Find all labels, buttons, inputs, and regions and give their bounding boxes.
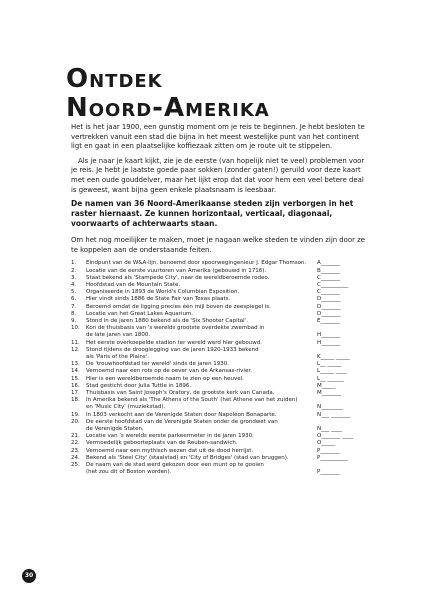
clue-number bbox=[71, 426, 86, 433]
clue-row bbox=[71, 354, 366, 361]
clue-row bbox=[71, 304, 366, 311]
clue-row bbox=[71, 462, 366, 469]
answer-blank: O_____ bbox=[317, 440, 336, 447]
clue-text: Thuisbasis van Saint Joseph's Oratory, de grootste kerk van Canada. bbox=[86, 390, 275, 396]
answer-blank: L__ ______ bbox=[317, 375, 344, 382]
answer-blank: A_______ bbox=[317, 260, 341, 267]
clue-number: 18. bbox=[71, 397, 80, 404]
answer-blank bbox=[317, 462, 366, 469]
answer-blank: D_______ bbox=[317, 296, 341, 303]
clue-text: Staat bekend als 'Stampede City', naar de wereldberoemde rodeo. bbox=[86, 274, 270, 281]
clue-number: 19. bbox=[71, 411, 80, 418]
title-line-2: Noord-Amerika bbox=[66, 93, 270, 124]
clue-row bbox=[71, 318, 366, 325]
clue-number: 10. bbox=[71, 325, 80, 332]
clue-row bbox=[71, 347, 366, 354]
answer-blank: D_______ bbox=[317, 303, 341, 310]
page-number-badge: 30 bbox=[22, 569, 36, 583]
answer-blank: L__ _____ bbox=[317, 361, 342, 368]
clue-text: Vernoemd naar een rots op de oever van de Arkansas-rivier. bbox=[86, 368, 252, 375]
clue-row bbox=[71, 282, 366, 289]
clue-row bbox=[71, 275, 366, 282]
clue-number bbox=[71, 469, 86, 476]
clue-row bbox=[71, 361, 366, 368]
clue-number: 22. bbox=[71, 440, 80, 447]
clue-text: Stond tijdens de drooglegging van de jaren 1920-1933 bekend bbox=[86, 346, 259, 353]
clue-number: 5. bbox=[71, 289, 77, 296]
clue-row bbox=[71, 260, 366, 267]
clue-text: de Verenigde Staten. bbox=[86, 426, 144, 433]
clue-row bbox=[71, 325, 366, 332]
content-column bbox=[71, 123, 366, 476]
answer-blank: M_____ bbox=[317, 382, 336, 389]
clue-number: 24. bbox=[71, 454, 80, 461]
clue-number: 14. bbox=[71, 368, 80, 375]
clue-row bbox=[71, 376, 366, 383]
clue-number: 25. bbox=[71, 462, 80, 469]
answer-blank: O_______ ____ bbox=[317, 433, 354, 440]
answer-blank: N___ ____ bbox=[317, 426, 343, 433]
clue-text: In 1803 verkocht aan de Verenigde Staten door Napoléon Bonaparte. bbox=[86, 411, 277, 418]
clue-row bbox=[71, 440, 366, 447]
clue-row bbox=[71, 455, 366, 462]
clue-text: (het zou dit of Boston worden). bbox=[86, 469, 172, 476]
clue-text: Hier vindt sinds 1886 de State Fair van Texas plaats. bbox=[86, 296, 231, 303]
clue-text: Locatie van de eerste vuurtoren van Amerika (gebouwd in 1716). bbox=[86, 267, 267, 274]
clue-number: 21. bbox=[71, 433, 80, 440]
clue-number: 17. bbox=[71, 390, 80, 396]
clue-number: 13. bbox=[71, 361, 80, 368]
clue-text: Hoofdstad van de Mountain State. bbox=[86, 281, 181, 288]
answer-blank: B_______ bbox=[317, 267, 341, 274]
clue-row bbox=[71, 268, 366, 275]
clue-row bbox=[71, 289, 366, 296]
answer-blank bbox=[317, 325, 366, 332]
intro-paragraph-2: Als je naar je kaart kijkt, zie je de eerste (van hopelijk niet te veel) problemen voor je reis. Je hebt je laatste goede paar sokken (zonder gaten!) geruild voor deze kaart met een oude gouddelver, maar het lijkt erop dat dat voor hem een veel betere deal is geweest, want bijna geen enkele plaatsnaam is leesbaar. bbox=[71, 156, 365, 194]
clue-row bbox=[71, 311, 366, 318]
clue-number: 11. bbox=[71, 339, 80, 346]
title-line-1: Ontdek bbox=[66, 64, 163, 95]
answer-blank: M_______ bbox=[317, 390, 341, 396]
clue-text: De eerste hoofdstad van de Verenigde Staten onder de grondwet van bbox=[86, 418, 278, 425]
answer-blank: L_____ ____ bbox=[317, 368, 347, 375]
clue-row bbox=[71, 340, 366, 347]
clue-text: Vermoedelijk geboorteplaats van de Reuben-sandwich. bbox=[86, 440, 238, 447]
answer-blank: P_______ bbox=[317, 469, 340, 476]
clue-number: 12. bbox=[71, 346, 80, 353]
clue-number: 8. bbox=[71, 310, 77, 317]
clue-text: De 'trouwhoofdstad ter wereld' sinds de jaren 1930. bbox=[86, 361, 230, 368]
clue-text: Hier is een wereldberoemde naam te zien op een heuvel. bbox=[86, 375, 244, 382]
clue-row bbox=[71, 469, 366, 476]
answer-blank bbox=[317, 347, 366, 354]
clue-row bbox=[71, 404, 366, 411]
clue-text: Beroemd omdat de ligging precies één mijl boven de zeespiegel is. bbox=[86, 303, 271, 310]
clue-row bbox=[71, 383, 366, 390]
clue-row bbox=[71, 412, 366, 419]
instruction-text: De namen van 36 Noord-Amerikaanse steden zijn verborgen in het raster hiernaast. Ze kunnen horizontaal, verticaal, diagonaal, voorwaarts of achterwaarts staan. bbox=[71, 199, 354, 229]
clue-text: Stad gesticht door Julia Tuttle in 1896. bbox=[86, 382, 192, 389]
clue-list bbox=[71, 260, 366, 476]
clue-number: 15. bbox=[71, 375, 80, 382]
clue-row bbox=[71, 390, 366, 397]
answer-blank: P_______ bbox=[317, 447, 340, 454]
answer-blank: N___ _______ bbox=[317, 411, 351, 418]
clue-text: als 'Paris of the Plains'. bbox=[86, 353, 150, 360]
clue-text: Vernoemd naar een mythisch wezen dat uit de dood herrijst. bbox=[86, 447, 254, 454]
answer-blank: H_______ bbox=[317, 332, 341, 339]
clue-number: 9. bbox=[71, 317, 77, 324]
clue-number: 20. bbox=[71, 418, 80, 425]
clue-number bbox=[71, 404, 86, 411]
answer-blank bbox=[317, 419, 366, 426]
answer-blank: P__________ bbox=[317, 454, 348, 461]
answer-blank: C__________ bbox=[317, 281, 349, 288]
answer-blank: D_______ bbox=[317, 310, 341, 317]
clue-row bbox=[71, 296, 366, 303]
clue-text: Eindpunt van de W&A-lijn, benoemd door spoorwegingenieur J. Edgar Thomson. bbox=[86, 260, 307, 267]
answer-blank: C_______ bbox=[317, 274, 341, 281]
clue-number: 23. bbox=[71, 447, 80, 454]
clue-number bbox=[71, 332, 86, 339]
clue-text: Locatie van 's werelds eerste parkeermeter in de jaren 1930. bbox=[86, 433, 254, 440]
answer-blank bbox=[317, 397, 366, 404]
clue-text: de late jaren van 1800. bbox=[86, 332, 151, 339]
clue-text: In Amerika bekend als 'The Athens of the South' (het Athene van het zuiden) bbox=[86, 397, 298, 404]
clue-number: 3. bbox=[71, 274, 77, 281]
clue-row bbox=[71, 332, 366, 339]
clue-number: 6. bbox=[71, 296, 77, 303]
clue-text: Stond in de jaren 1880 bekend als de 'Six Shooter Capital'. bbox=[86, 317, 248, 324]
extra-instruction-text: Om het nog moeilijker te maken, moet je nagaan welke steden te vinden zijn door ze te koppelen aan de onderstaande feiten. bbox=[71, 236, 365, 254]
clue-text: Kon de thuisbasis van 's werelds grootste overdekte zwembad in bbox=[86, 325, 265, 332]
clue-row bbox=[71, 419, 366, 426]
clue-number: 16. bbox=[71, 382, 80, 389]
answer-blank: H_______ bbox=[317, 339, 341, 346]
clue-number: 1. bbox=[71, 260, 77, 267]
clue-number: 2. bbox=[71, 267, 77, 274]
answer-blank: E_______ bbox=[317, 317, 340, 324]
clue-row bbox=[71, 433, 366, 440]
clue-text: en 'Music City' (muziekstad). bbox=[86, 404, 166, 411]
clue-text: Bekend als 'Steel City' (staalstad) en 'City of Bridges' (stad van bruggen). bbox=[86, 454, 289, 461]
clue-row bbox=[71, 448, 366, 455]
clue-text: Organiseerde in 1893 de World's Columbian Exposition. bbox=[86, 289, 240, 296]
clue-row bbox=[71, 426, 366, 433]
clue-text: De naam van de stad werd gekozen door een munt op te gooien bbox=[86, 462, 264, 469]
answer-blank: N________ bbox=[317, 404, 344, 411]
clue-text: Locatie van het Great Lakes Aquarium. bbox=[86, 310, 194, 317]
page-title bbox=[66, 65, 386, 123]
clue-number: 4. bbox=[71, 281, 77, 288]
answer-blank: K_____ _____ bbox=[317, 353, 350, 360]
answer-blank: C_______ bbox=[317, 289, 341, 296]
clue-row bbox=[71, 368, 366, 375]
clue-number bbox=[71, 354, 86, 361]
intro-paragraph-1: Het is het jaar 1900, een gunstig moment om je reis te beginnen. Je hebt besloten te vertrekken vanuit een stad die bijna in het meest westelijke punt van het continent ligt en gaat in een plaatselijke koffiezaak zitten om je route uit te stippelen. bbox=[71, 123, 365, 151]
clue-text: Het eerste overkoepelde stadion ter wereld werd hier gebouwd. bbox=[86, 339, 263, 346]
clue-number: 7. bbox=[71, 303, 77, 310]
clue-row bbox=[71, 397, 366, 404]
